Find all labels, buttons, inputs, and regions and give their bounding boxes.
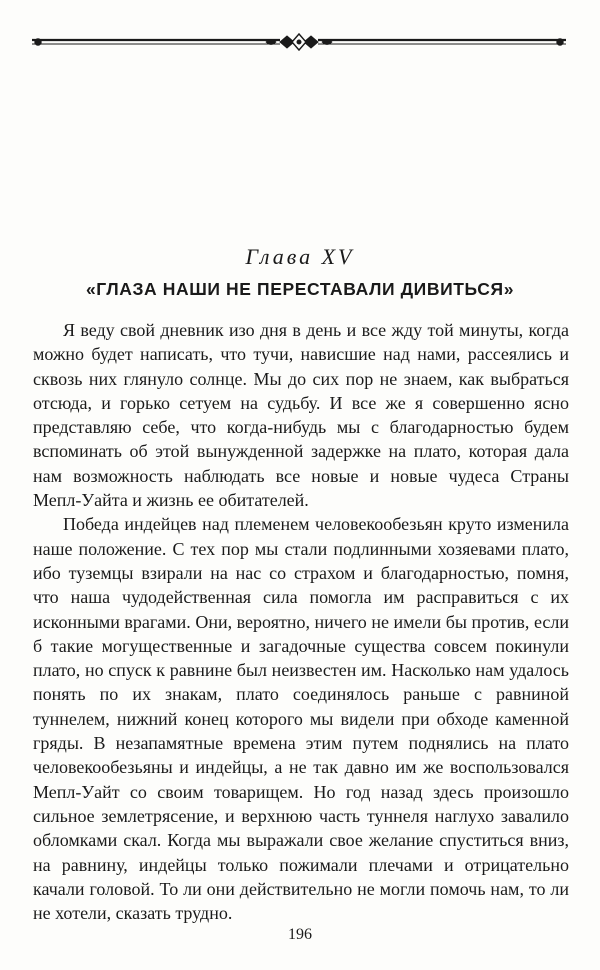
chapter-body-text <box>33 318 569 925</box>
paragraph-1: Я веду свой дневник изо дня в день и все жду той минуты, когда можно будет написать, что тучи, нависшие над нами, рассеялись и сквозь них глянуло солнце. Мы до сих пор не знаем, как выбраться отсюда, и горько сетуем на судьбу. И все же я совершенно ясно представляю себе, что когда-нибудь мы с благодарностью будем вспоминать об этой вынужденной задержке на плато, которая дала нам возможность наблюдать все новые и новые чудеса Страны Мепл-Уайта и жизнь ее обитателей. <box>33 320 569 511</box>
header-ornament-rule <box>30 32 568 52</box>
chapter-title: «ГЛАЗА НАШИ НЕ ПЕРЕСТАВАЛИ ДИВИТЬСЯ» <box>85 279 515 299</box>
paragraph-2: Победа индейцев над племенем человекообезьян круто изменила наше положение. С тех пор мы стали подлинными хозяевами плато, ибо туземцы взирали на нас со страхом и благодарностью, помня, что наша чудодейственная сила помогла им расправиться с их исконными врагами. Они, вероятно, ничего не имели бы против, если б такие могущественные и загадочные существа совсем покинули плато, но спуск к равнине был неизвестен им. Насколько нам удалось понять по их знакам, плато соединялось раньше с равниной туннелем, нижний конец которого мы видели при обходе каменной гряды. В незапамятные времена этим путем поднялись на плато человекообезьяны и индейцы, а не так давно им же воспользовался Мепл-Уайт со своим товарищем. Но год назад здесь произошло сильное землетрясение, и верхнюю часть туннеля наглухо завалило обломками скал. Когда мы выражали свое желание спуститься вниз, на равнину, индейцы только пожимали плечами и отрицательно качали головой. То ли они действительно не могли помочь нам, то ли не хотели, сказать трудно. <box>33 514 569 924</box>
chapter-number: Глава XV <box>245 244 355 269</box>
page-number: 196 <box>288 926 312 943</box>
